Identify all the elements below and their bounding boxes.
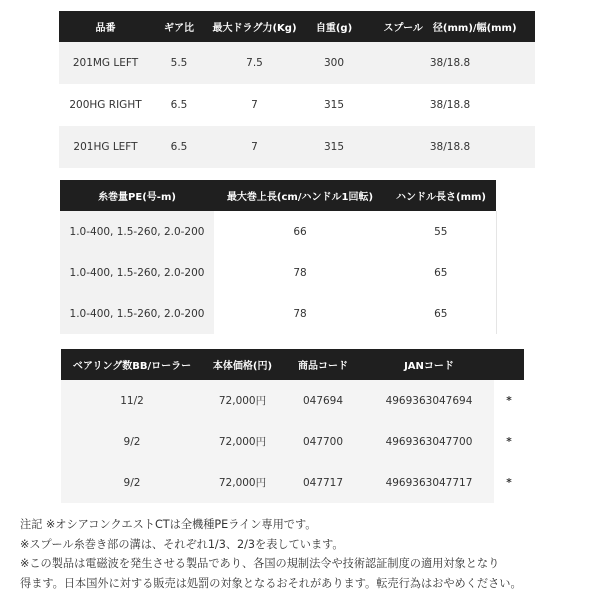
table-row: [60, 252, 496, 293]
cell-bearings: 11/2: [61, 380, 203, 421]
table-header-row: [60, 180, 496, 211]
cell-weight: 315: [303, 126, 365, 168]
spec-table-3: [61, 349, 524, 503]
cell-weight: 300: [303, 42, 365, 84]
cell-product-code: 047700: [282, 421, 364, 462]
cell-max-drag: 7.5: [206, 42, 303, 84]
cell-bearings: 9/2: [61, 421, 203, 462]
table-row: [61, 380, 524, 421]
cell-price: 72,000円: [203, 462, 282, 503]
table-row: [61, 421, 524, 462]
cell-product-number: 200HG RIGHT: [59, 84, 152, 126]
cell-gear-ratio: 5.5: [152, 42, 206, 84]
header-product-code: 商品コード: [282, 349, 364, 380]
cell-line-capacity: 1.0-400, 1.5-260, 2.0-200: [60, 252, 214, 293]
cell-max-retrieve: 66: [214, 211, 386, 252]
table-row: [60, 211, 496, 252]
spec-table-1: [59, 11, 535, 168]
header-price: 本体価格(円): [203, 349, 282, 380]
header-max-retrieve: 最大巻上長(cm/ハンドル1回転): [214, 180, 386, 211]
table-row: [61, 462, 524, 503]
table-row: [59, 84, 535, 126]
cell-product-number: 201HG LEFT: [59, 126, 152, 168]
table-header-row: [59, 11, 535, 42]
cell-handle-length: 65: [386, 293, 496, 334]
cell-max-retrieve: 78: [214, 293, 386, 334]
header-product-number: 品番: [59, 11, 152, 42]
cell-line-capacity: 1.0-400, 1.5-260, 2.0-200: [60, 293, 214, 334]
note-line: 注記 ※オシアコンクエストCTは全機種PEライン専用です。: [20, 518, 317, 531]
cell-jan-code: 4969363047694: [364, 380, 494, 421]
table-header-row: [61, 349, 524, 380]
note-line: 得ます。日本国外に対する販売は処罰の対象となるおそれがあります。転売行為はおやめください。: [20, 576, 522, 590]
header-empty: [494, 349, 524, 380]
header-max-drag: 最大ドラグ力(Kg): [206, 11, 303, 42]
cell-spool: 38/18.8: [365, 84, 535, 126]
cell-asterisk: *: [494, 462, 524, 503]
header-spool: スプール 径(mm)/幅(mm): [365, 11, 535, 42]
table-row: [59, 126, 535, 168]
cell-asterisk: *: [494, 421, 524, 462]
cell-jan-code: 4969363047700: [364, 421, 494, 462]
cell-weight: 315: [303, 84, 365, 126]
spec-table-2: [60, 180, 497, 334]
cell-price: 72,000円: [203, 421, 282, 462]
header-weight: 自重(g): [303, 11, 365, 42]
note-line: ※この製品は電磁波を発生させる製品であり、各国の規制法令や技術認証制度の適用対象となり: [20, 557, 500, 571]
cell-handle-length: 65: [386, 252, 496, 293]
cell-handle-length: 55: [386, 211, 496, 252]
cell-product-code: 047694: [282, 380, 364, 421]
cell-bearings: 9/2: [61, 462, 203, 503]
cell-max-retrieve: 78: [214, 252, 386, 293]
header-jan-code: JANコード: [364, 349, 494, 380]
header-gear-ratio: ギア比: [152, 11, 206, 42]
cell-spool: 38/18.8: [365, 42, 535, 84]
cell-line-capacity: 1.0-400, 1.5-260, 2.0-200: [60, 211, 214, 252]
cell-product-code: 047717: [282, 462, 364, 503]
header-handle-length: ハンドル長さ(mm): [386, 180, 496, 211]
cell-max-drag: 7: [206, 84, 303, 126]
notes-block: [20, 515, 600, 593]
note-line: ※スプール糸巻き部の溝は、それぞれ1/3、2/3を表しています。: [20, 537, 344, 551]
table-row: [59, 42, 535, 84]
table-row: [60, 293, 496, 334]
cell-spool: 38/18.8: [365, 126, 535, 168]
header-line-capacity: 糸巻量PE(号-m): [60, 180, 214, 211]
cell-product-number: 201MG LEFT: [59, 42, 152, 84]
header-bearings: ベアリング数BB/ローラー: [61, 349, 203, 380]
cell-jan-code: 4969363047717: [364, 462, 494, 503]
cell-max-drag: 7: [206, 126, 303, 168]
cell-price: 72,000円: [203, 380, 282, 421]
cell-asterisk: *: [494, 380, 524, 421]
cell-gear-ratio: 6.5: [152, 84, 206, 126]
cell-gear-ratio: 6.5: [152, 126, 206, 168]
